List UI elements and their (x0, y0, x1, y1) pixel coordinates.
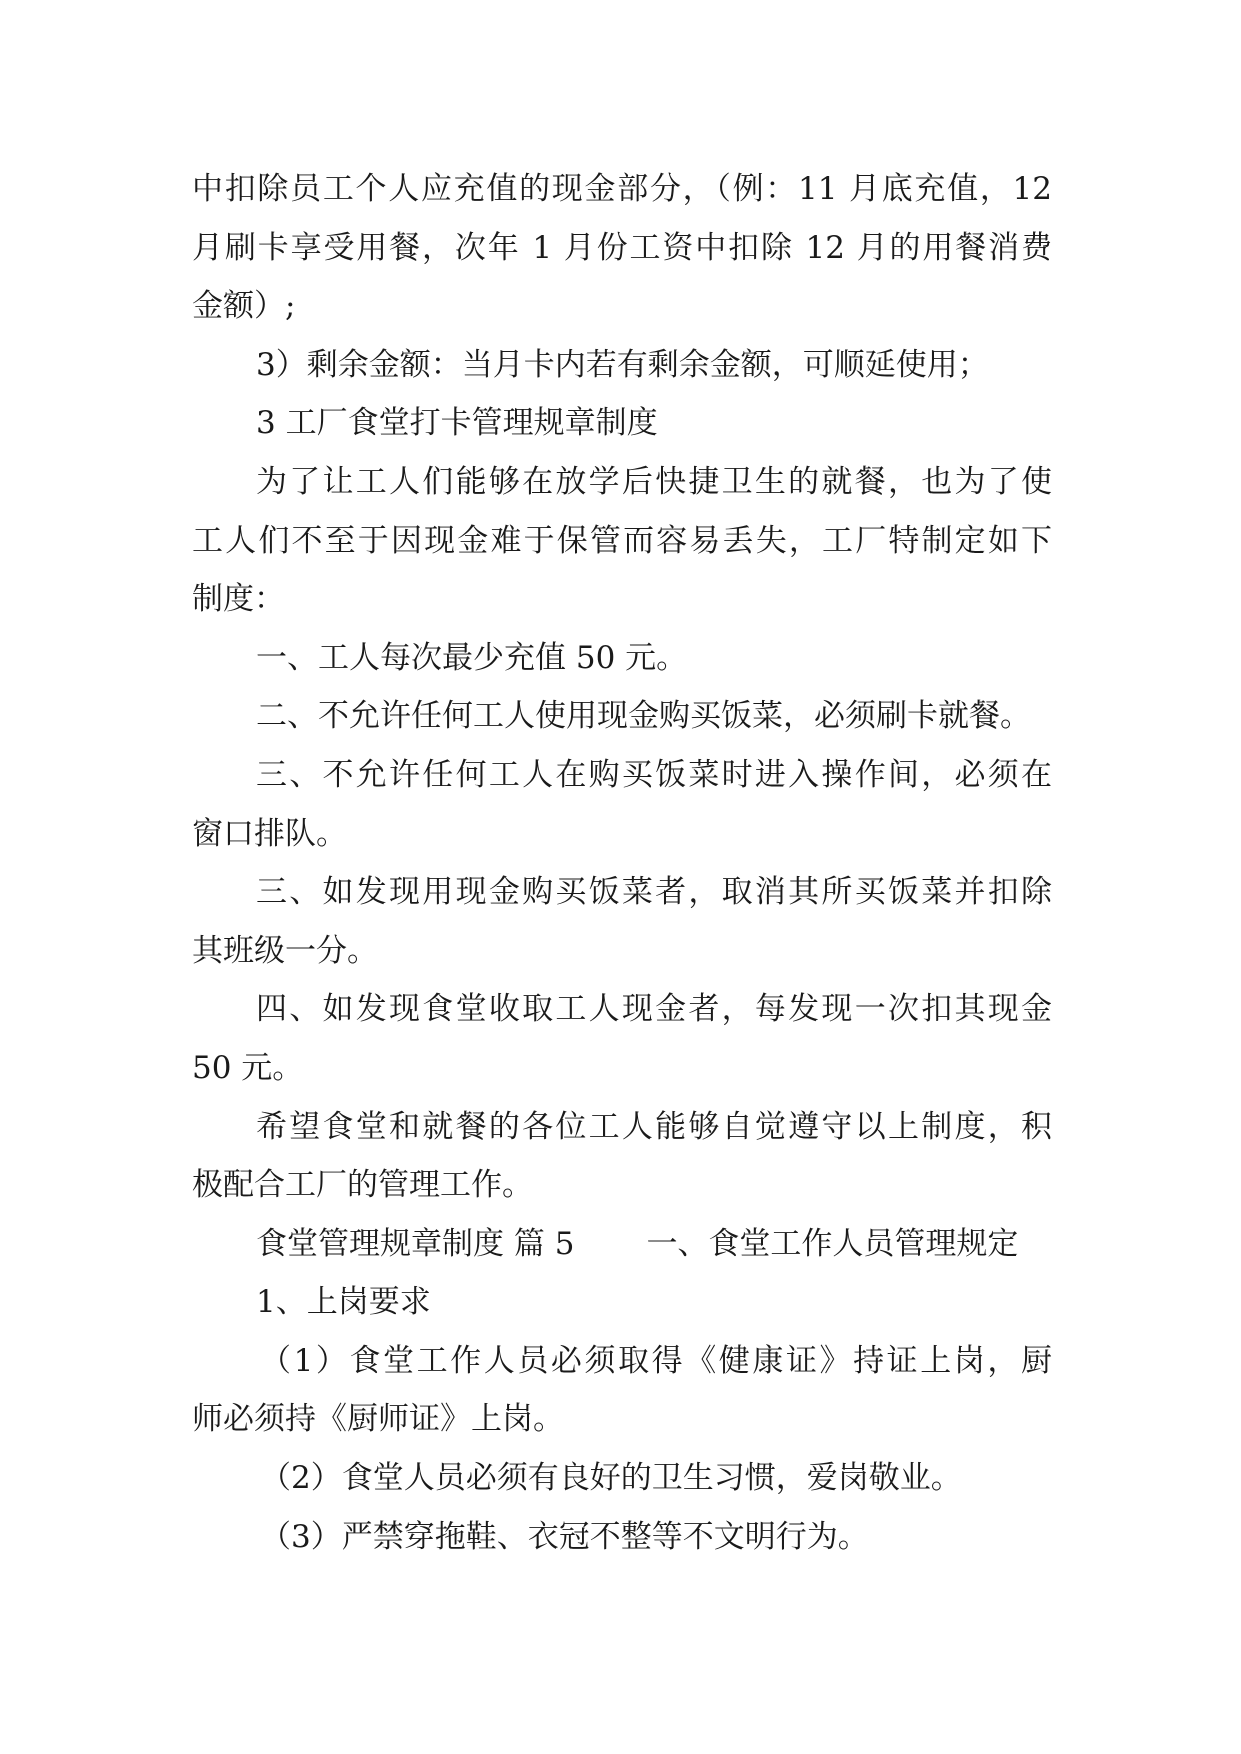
text-line: 50 元。 (192, 1049, 304, 1086)
text-line: 极配合工厂的管理工作。 (192, 1167, 533, 1204)
rule-item: 三、不允许任何工人在购买饭菜时进入操作间，必须在 (256, 756, 1052, 793)
text-line: 月刷卡享受用餐，次年 1 月份工资中扣除 12 月的用餐消费 (192, 229, 1052, 266)
text-line: 其班级一分。 (192, 932, 378, 969)
text-line: 师必须持《厨师证》上岗。 (192, 1401, 564, 1438)
text-line: 制度： (192, 581, 285, 618)
text-line: 中扣除员工个人应充值的现金部分，（例：11 月底充值，12 (192, 171, 1052, 207)
rule-item: 三、如发现用现金购买饭菜者，取消其所买饭菜并扣除 (256, 874, 1052, 911)
section-heading-row (192, 1215, 1052, 1274)
subsection-title: 一、食堂工作人员管理规定 (646, 1225, 1019, 1262)
subsection-heading: 1、上岗要求 (256, 1284, 431, 1321)
rule-item: 一、工人每次最少充值 50 元。 (256, 639, 688, 676)
text-line: 3）剩余金额：当月卡内若有剩余金额，可顺延使用； (256, 346, 989, 383)
rule-item: 四、如发现食堂收取工人现金者，每发现一次扣其现金 (256, 991, 1052, 1028)
chapter-title: 食堂管理规章制度 篇 5 (256, 1225, 575, 1262)
text-line: 窗口排队。 (192, 815, 347, 852)
section-heading: 3 工厂食堂打卡管理规章制度 (256, 405, 658, 442)
rule-item: 二、不允许任何工人使用现金购买饭菜，必须刷卡就餐。 (256, 698, 1031, 735)
document-body (192, 160, 1052, 1566)
rule-item: （1）食堂工作人员必须取得《健康证》持证上岗，厨 (260, 1342, 1052, 1379)
text-line: 工人们不至于因现金难于保管而容易丢失，工厂特制定如下 (192, 522, 1052, 559)
text-line: 金额）; (192, 288, 296, 325)
rule-item: （2）食堂人员必须有良好的卫生习惯，爱岗敬业。 (260, 1460, 962, 1497)
text-line: 为了让工人们能够在放学后快捷卫生的就餐，也为了使 (256, 463, 1052, 500)
text-line: 希望食堂和就餐的各位工人能够自觉遵守以上制度，积 (256, 1108, 1052, 1145)
rule-item: （3）严禁穿拖鞋、衣冠不整等不文明行为。 (260, 1518, 869, 1555)
